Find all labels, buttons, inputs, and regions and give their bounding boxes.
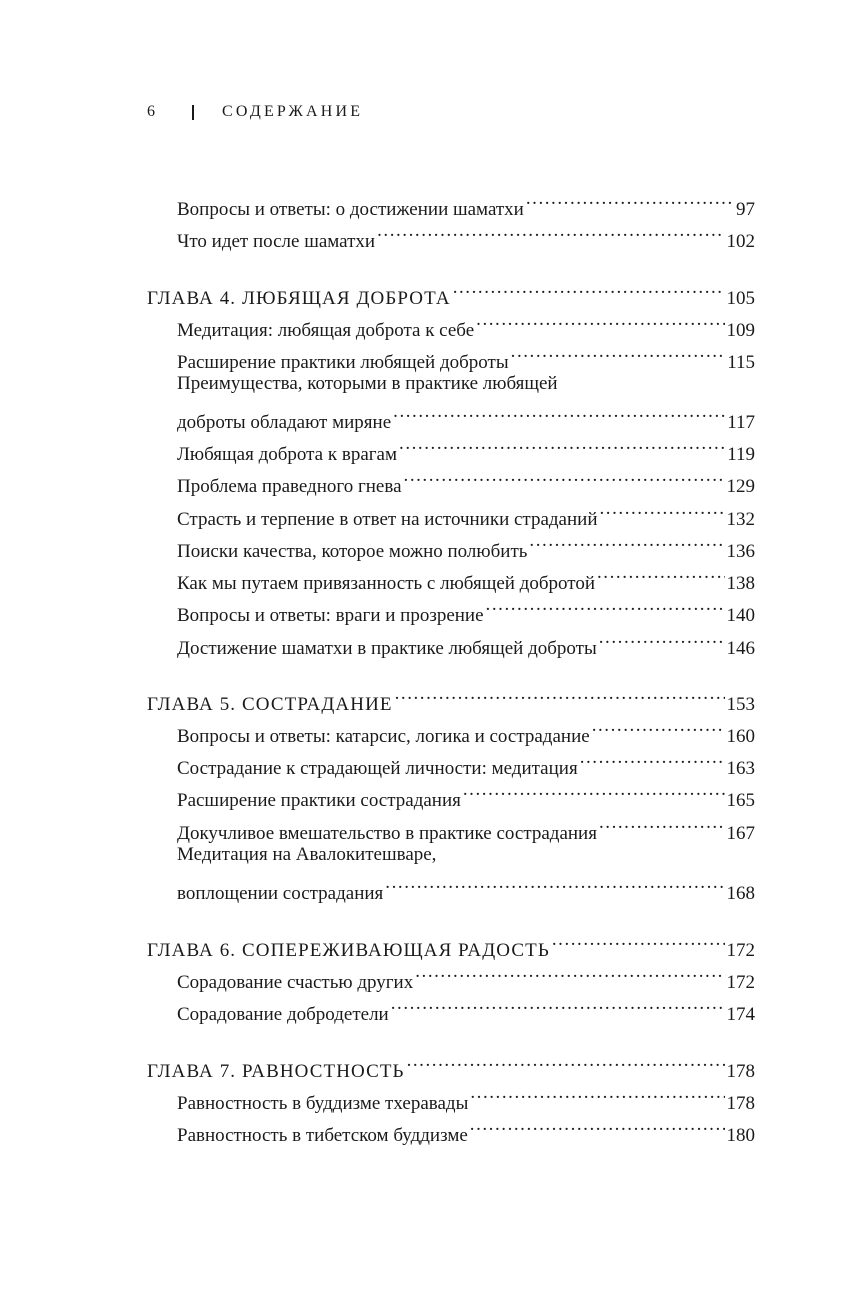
- toc-entry-page: 119: [727, 444, 755, 465]
- toc-entry-title: Страсть и терпение в ответ на источники страданий: [177, 509, 598, 530]
- dot-leader: [395, 678, 725, 710]
- page-number: 6: [147, 103, 156, 120]
- dot-leader: [393, 396, 725, 428]
- toc-entry[interactable]: [177, 460, 755, 497]
- toc-entry[interactable]: [177, 525, 755, 562]
- toc-entry-page: 102: [726, 231, 755, 252]
- toc-entry-title: Достижение шаматхи в практике любящей доброты: [177, 638, 597, 659]
- dot-leader: [599, 807, 725, 839]
- dot-leader: [476, 304, 724, 336]
- toc-entry[interactable]: [177, 867, 755, 904]
- toc-entry[interactable]: [177, 988, 755, 1025]
- toc-chapter-5[interactable]: [147, 678, 755, 715]
- toc-entry-title: Равностность в тибетском буддизме: [177, 1125, 468, 1146]
- toc-entry[interactable]: [177, 807, 755, 844]
- toc-entry-title-line1: Преимущества, которыми в практике любящей: [177, 373, 558, 394]
- dot-leader: [600, 493, 725, 525]
- dot-leader: [415, 956, 724, 988]
- dot-leader: [599, 622, 725, 654]
- toc-entry-page: 163: [726, 758, 755, 779]
- toc-entry-title: Сострадание к страдающей личности: медитация: [177, 758, 578, 779]
- dot-leader: [470, 1077, 724, 1109]
- toc-entry-title: доброты обладают миряне: [177, 412, 392, 433]
- toc-entry-title: Что идет после шаматхи: [177, 231, 376, 252]
- toc-entry-page: 167: [726, 823, 755, 844]
- toc-entry[interactable]: [177, 956, 755, 993]
- toc-entry-page: 97: [736, 199, 755, 220]
- toc-entry-page: 178: [726, 1093, 755, 1114]
- toc-entry-page: 136: [726, 541, 755, 562]
- running-title: СОДЕРЖАНИЕ: [222, 103, 364, 120]
- toc-entry-title: Расширение практики сострадания: [177, 790, 461, 811]
- dot-leader: [486, 589, 725, 621]
- toc-entry[interactable]: [177, 1077, 755, 1114]
- toc-entry-title: Расширение практики любящей доброты: [177, 352, 509, 373]
- toc-entry-title: воплощении сострадания: [177, 883, 384, 904]
- chapter-page: 105: [726, 288, 755, 309]
- toc-entry-title: Проблема праведного гнева: [177, 476, 402, 497]
- toc-entry-title: Сорадование добродетели: [177, 1004, 389, 1025]
- dot-leader: [552, 924, 725, 956]
- toc-entry[interactable]: [177, 183, 755, 220]
- toc-entry-title: Поиски качества, которое можно полюбить: [177, 541, 528, 562]
- toc-chapter-7[interactable]: [147, 1045, 755, 1082]
- toc-entry[interactable]: [177, 557, 755, 594]
- toc-entry-page: 109: [726, 320, 755, 341]
- toc-entry[interactable]: [177, 774, 755, 811]
- toc-entry-page: 132: [726, 509, 755, 530]
- toc-entry[interactable]: [177, 589, 755, 626]
- dot-leader: [470, 1109, 725, 1141]
- chapter-title: ГЛАВА 5. СОСТРАДАНИЕ: [147, 694, 393, 715]
- chapter-page: 153: [726, 694, 755, 715]
- toc-entry-title: Докучливое вмешательство в практике сострадания: [177, 823, 597, 844]
- chapter-title: ГЛАВА 6. СОПЕРЕЖИВАЮЩАЯ РАДОСТЬ: [147, 940, 550, 961]
- header-separator: [192, 105, 194, 120]
- toc-entry[interactable]: [177, 336, 755, 373]
- toc-entry[interactable]: [177, 396, 755, 433]
- toc-entry-page: 115: [727, 352, 755, 373]
- toc-entry-page: 160: [726, 726, 755, 747]
- toc-entry-page: 117: [727, 412, 755, 433]
- toc-entry[interactable]: [177, 428, 755, 465]
- dot-leader: [453, 272, 725, 304]
- toc-entry-title: Как мы путаем привязанность с любящей добротой: [177, 573, 595, 594]
- toc-entry[interactable]: [177, 710, 755, 747]
- toc-entry-page: 129: [726, 476, 755, 497]
- running-header: [147, 101, 363, 123]
- chapter-title: ГЛАВА 7. РАВНОСТНОСТЬ: [147, 1061, 405, 1082]
- dot-leader: [391, 988, 725, 1020]
- toc-entry-page: 165: [726, 790, 755, 811]
- toc-entry-title: Вопросы и ответы: катарсис, логика и сострадание: [177, 726, 590, 747]
- toc-entry[interactable]: [177, 493, 755, 530]
- toc-entry[interactable]: [177, 304, 755, 341]
- toc-entry-page: 138: [726, 573, 755, 594]
- toc-entry[interactable]: [177, 622, 755, 659]
- toc-chapter-6[interactable]: [147, 924, 755, 961]
- toc-chapter-4[interactable]: [147, 272, 755, 309]
- toc-entry-page: 180: [726, 1125, 755, 1146]
- toc-entry-title: Сорадование счастью других: [177, 972, 414, 993]
- toc-entry-page: 172: [726, 972, 755, 993]
- toc-entry-page: 146: [726, 638, 755, 659]
- dot-leader: [377, 215, 724, 247]
- toc-entry-title-line1: Медитация на Авалокитешваре,: [177, 844, 437, 865]
- toc-entry-title: Вопросы и ответы: враги и прозрение: [177, 605, 484, 626]
- toc-entry-page: 140: [726, 605, 755, 626]
- dot-leader: [407, 1045, 725, 1077]
- toc-entry[interactable]: [177, 215, 755, 252]
- toc-entry-title: Медитация: любящая доброта к себе: [177, 320, 475, 341]
- chapter-page: 172: [726, 940, 755, 961]
- toc-entry-title: Вопросы и ответы: о достижении шаматхи: [177, 199, 524, 220]
- dot-leader: [529, 525, 724, 557]
- toc-entry[interactable]: [177, 742, 755, 779]
- toc-entry[interactable]: [177, 1109, 755, 1146]
- dot-leader: [404, 460, 725, 492]
- toc-entry-title: Равностность в буддизме тхеравады: [177, 1093, 469, 1114]
- dot-leader: [526, 183, 734, 215]
- dot-leader: [399, 428, 725, 460]
- dot-leader: [580, 742, 725, 774]
- dot-leader: [463, 774, 725, 806]
- toc-entry-page: 174: [726, 1004, 755, 1025]
- dot-leader: [597, 557, 725, 589]
- chapter-title: ГЛАВА 4. ЛЮБЯЩАЯ ДОБРОТА: [147, 288, 451, 309]
- dot-leader: [511, 336, 726, 368]
- dot-leader: [385, 867, 724, 899]
- toc-entry-title: Любящая доброта к врагам: [177, 444, 398, 465]
- toc-entry-page: 168: [726, 883, 755, 904]
- dot-leader: [592, 710, 725, 742]
- chapter-page: 178: [726, 1061, 755, 1082]
